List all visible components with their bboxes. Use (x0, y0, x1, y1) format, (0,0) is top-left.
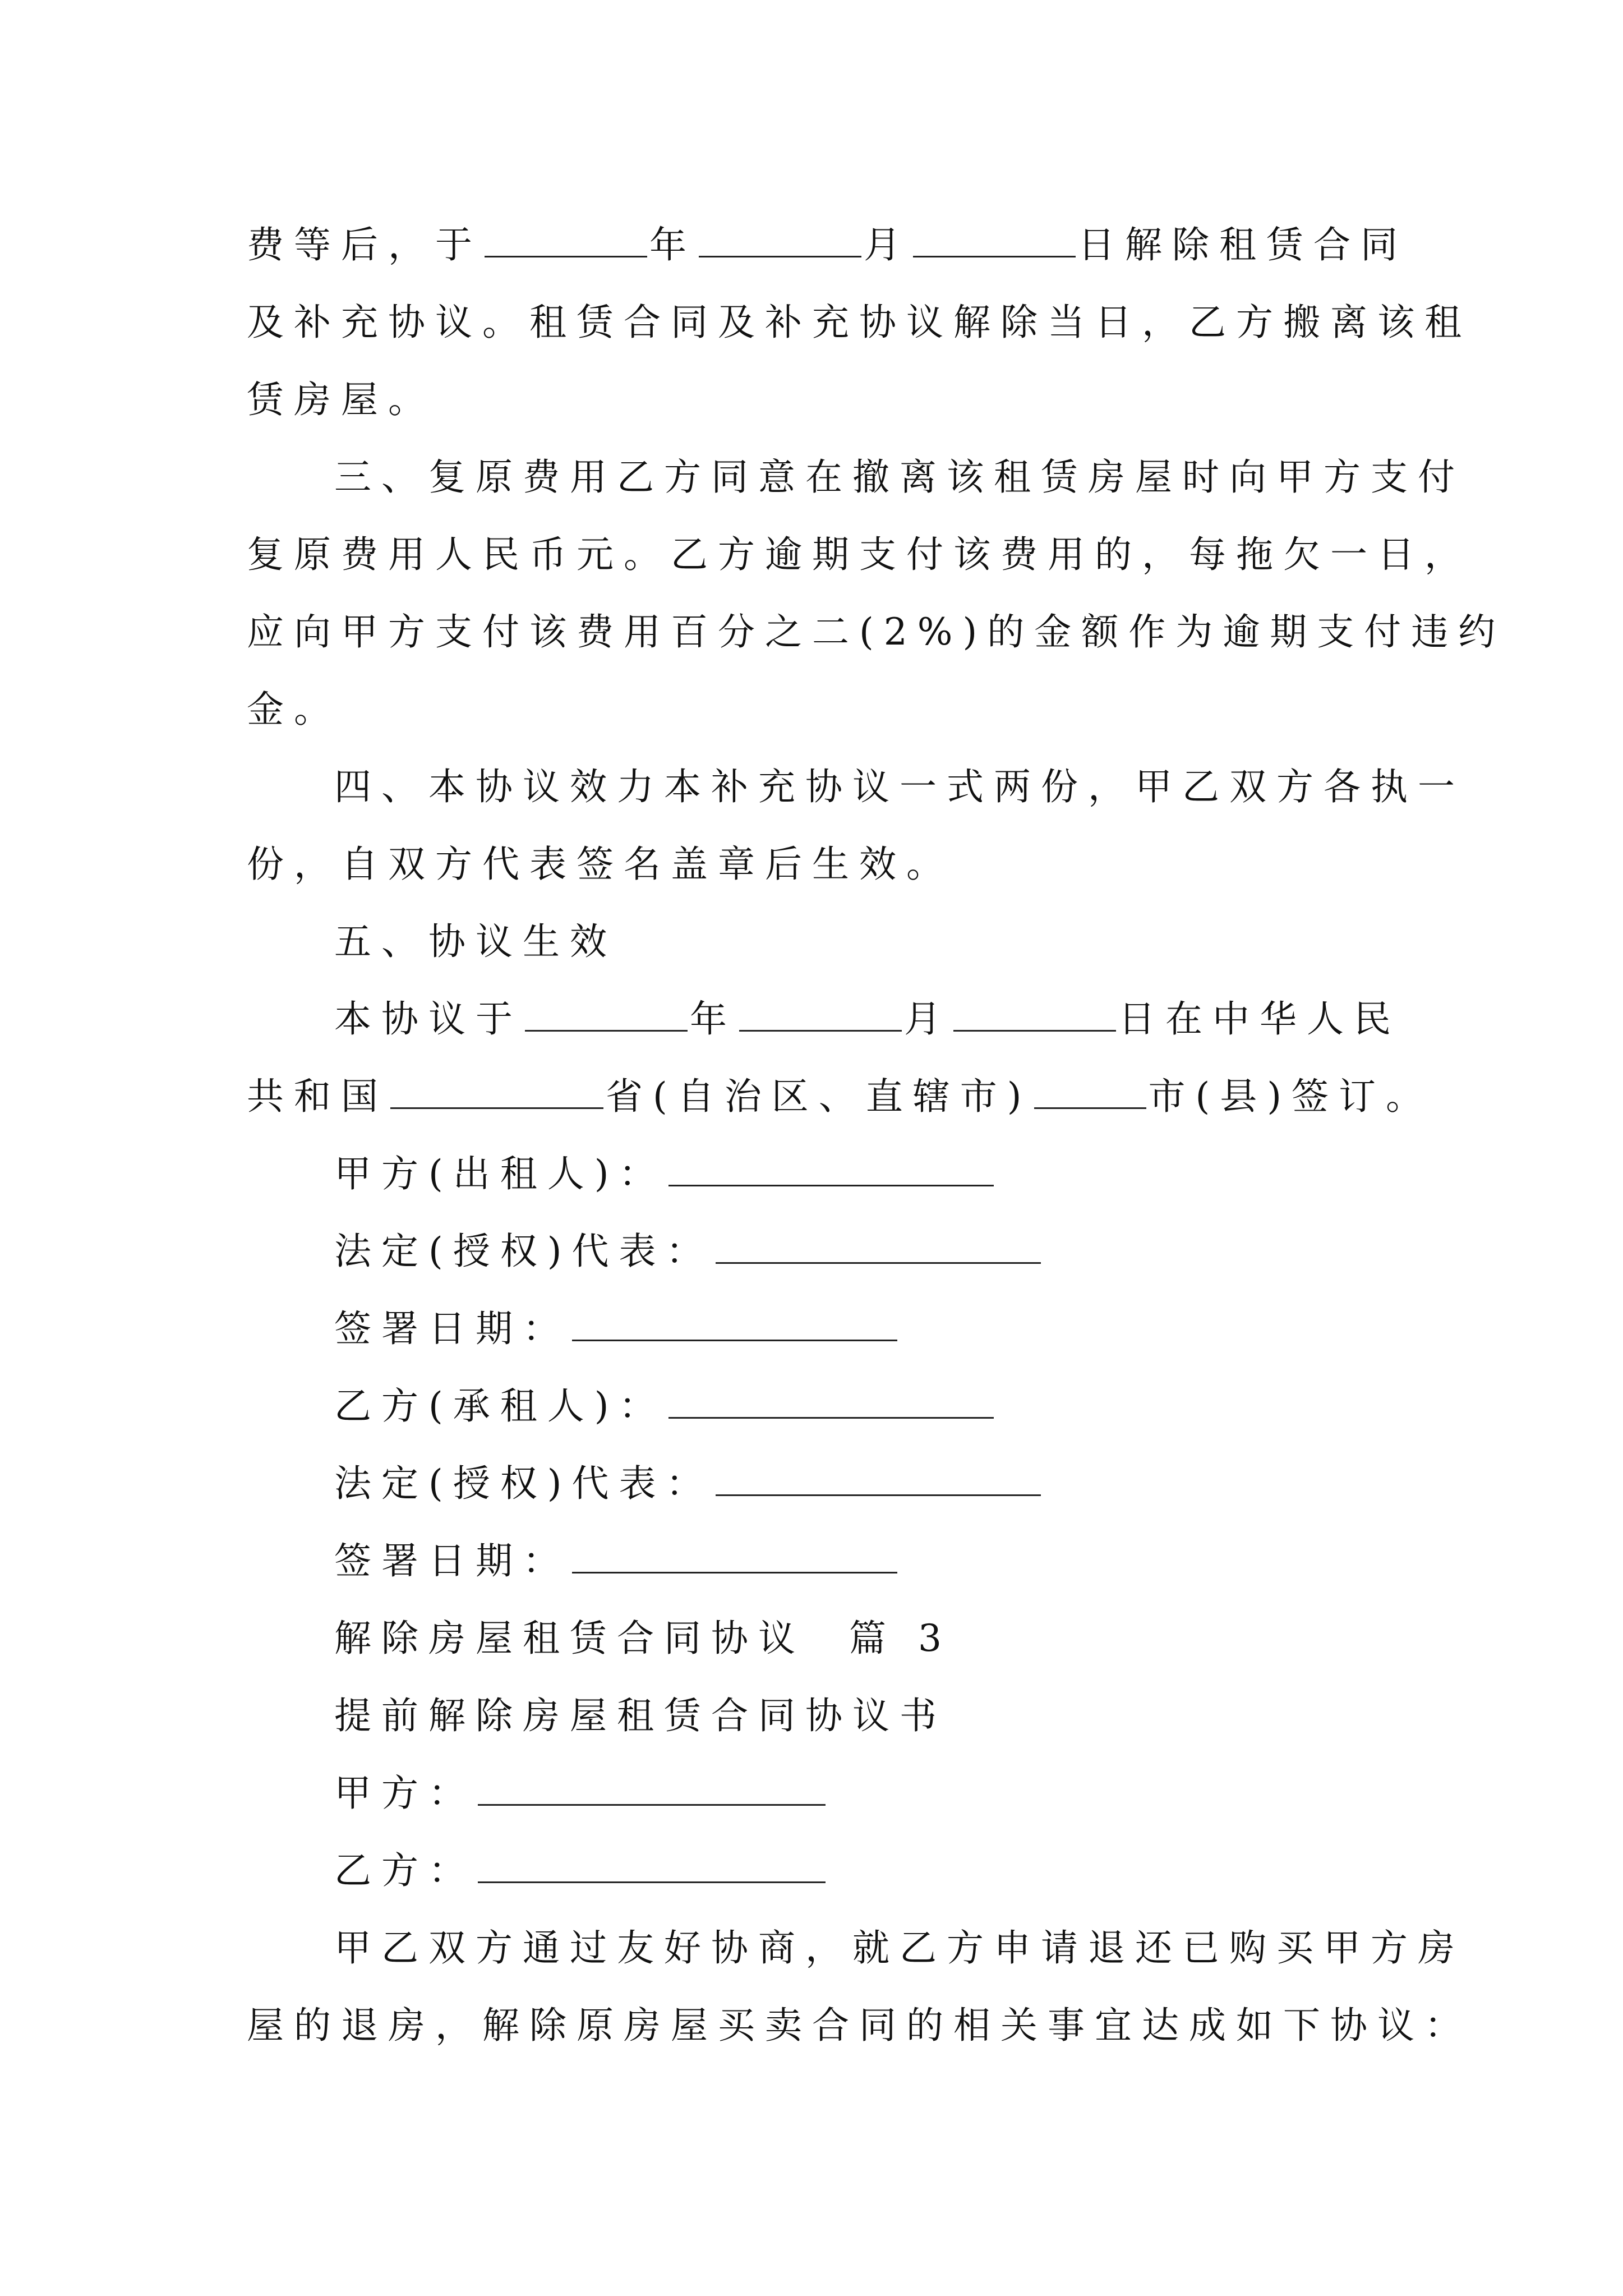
text-segment: 日在中华人民 (1118, 997, 1401, 1041)
text-segment: 省(自治区、直辖市) (606, 1075, 1032, 1118)
paragraph-line: 及补充协议。租赁合同及补充协议解除当日，乙方搬离该租 (247, 301, 1472, 344)
text-segment: 市(县)签订。 (1148, 1075, 1433, 1118)
party-blank (478, 1770, 826, 1806)
paragraph-line: 金。 (247, 688, 341, 731)
signature-line (334, 1149, 996, 1199)
signature-label: 乙方(承租人)： (334, 1384, 666, 1428)
blank-field (525, 996, 688, 1032)
blank-field (390, 1074, 603, 1109)
signature-blank (716, 1461, 1041, 1496)
text-segment: 年 (690, 997, 737, 1041)
signature-line (334, 1304, 900, 1354)
party-label: 乙方： (334, 1849, 476, 1892)
blank-field (699, 222, 861, 257)
section-heading-line: 三、复原费用乙方同意在撤离该租赁房屋时向甲方支付 (334, 455, 1465, 499)
paragraph-line: 份，自双方代表签名盖章后生效。 (247, 843, 953, 886)
paragraph-line: 应向甲方支付该费用百分之二(2%)的金额作为逾期支付违约 (247, 610, 1506, 654)
signature-blank (668, 1151, 994, 1186)
text-segment: 日解除租赁合同 (1078, 223, 1408, 266)
text-segment: 年 (649, 223, 697, 266)
paragraph-line (334, 994, 1401, 1045)
blank-field (739, 996, 902, 1032)
signature-line (334, 1226, 1043, 1277)
article-subtitle-line: 提前解除房屋租赁合同协议书 (334, 1694, 947, 1737)
text-segment: 共和国 (247, 1075, 388, 1118)
paragraph-line (247, 1071, 1433, 1122)
signature-label: 签署日期： (334, 1539, 570, 1582)
section-heading-line: 四、本协议效力本补充协议一式两份，甲乙双方各执一 (334, 765, 1465, 808)
blank-field (485, 222, 647, 257)
signature-blank (572, 1306, 897, 1341)
text-segment: 月 (864, 223, 911, 266)
section-heading-line: 五、协议生效 (334, 920, 617, 963)
signature-blank (572, 1538, 897, 1573)
signature-label: 法定(授权)代表： (334, 1462, 713, 1505)
party-blank (478, 1848, 826, 1883)
blank-field (1034, 1074, 1146, 1109)
article-title-line: 解除房屋租赁合同协议 篇 3 (334, 1617, 952, 1660)
paragraph-line: 甲乙双方通过友好协商，就乙方申请退还已购买甲方房 (334, 1926, 1465, 1970)
paragraph-line: 复原费用人民币元。乙方逾期支付该费用的，每拖欠一日， (247, 533, 1472, 576)
text-segment: 费等后，于 (247, 223, 482, 266)
blank-field (913, 222, 1076, 257)
signature-blank (668, 1383, 994, 1419)
signature-line (334, 1458, 1043, 1509)
party-label: 甲方： (334, 1772, 476, 1815)
party-line (334, 1768, 828, 1819)
signature-label: 甲方(出租人)： (334, 1152, 666, 1195)
paragraph-line: 屋的退房，解除原房屋买卖合同的相关事宜达成如下协议： (247, 2004, 1472, 2047)
signature-line (334, 1381, 996, 1432)
paragraph-line (247, 220, 1408, 270)
signature-line (334, 1536, 900, 1586)
party-line (334, 1846, 828, 1896)
signature-label: 签署日期： (334, 1307, 570, 1350)
text-segment: 本协议于 (334, 997, 523, 1041)
text-segment: 月 (904, 997, 951, 1041)
paragraph-line: 赁房屋。 (247, 378, 435, 421)
signature-label: 法定(授权)代表： (334, 1230, 713, 1273)
blank-field (953, 996, 1116, 1032)
signature-blank (716, 1228, 1041, 1264)
